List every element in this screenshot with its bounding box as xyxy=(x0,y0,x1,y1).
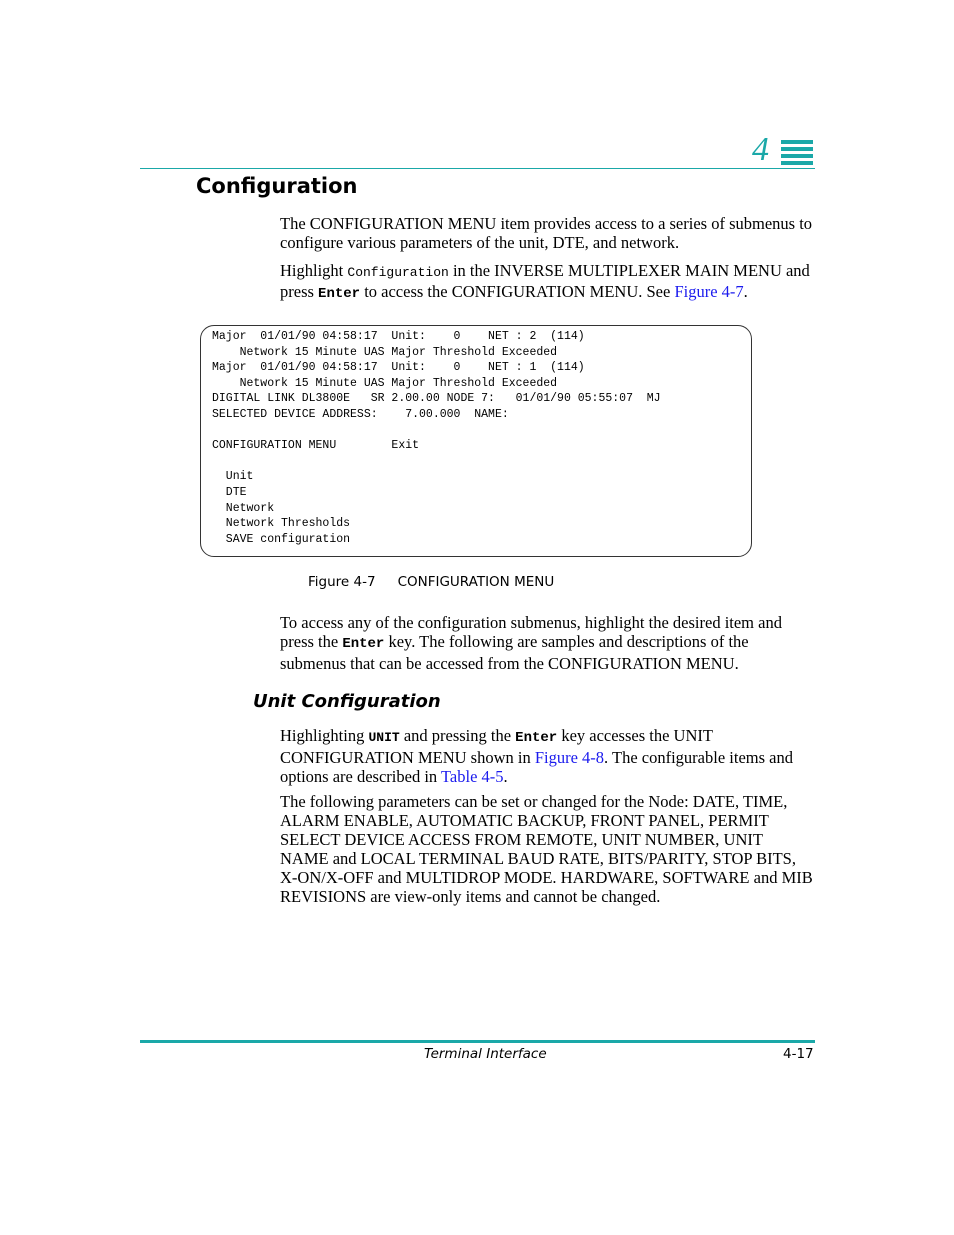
unit-text: key accesses the UNIT CONFIGURATION MENU shown in xyxy=(280,726,713,767)
screen-line: Major 01/01/90 04:58:17 Unit: 0 NET : 2 (114) xyxy=(212,330,585,343)
header-rule xyxy=(140,168,815,169)
screen-line: SAVE configuration xyxy=(212,532,351,546)
instruction-text: in the INVERSE MULTIPLEXER MAIN MENU and press xyxy=(280,261,810,301)
figure-title: CONFIGURATION MENU xyxy=(397,574,555,590)
chapter-number: 4 xyxy=(752,131,769,168)
footer-title: Terminal Interface xyxy=(424,1046,547,1062)
subsection-title: Unit Configuration xyxy=(253,691,441,712)
unit-text: and pressing the xyxy=(399,726,516,745)
instruction-text: . xyxy=(743,282,748,301)
page-number: 4-17 xyxy=(783,1046,814,1062)
footer-rule xyxy=(140,1040,815,1043)
instruction-text: Highlight xyxy=(280,261,348,280)
screen-line: DIGITAL LINK DL3800E SR 2.00.00 NODE 7: 01/01/90 05:55:07 MJ xyxy=(212,392,661,406)
unit-code: UNIT xyxy=(368,730,400,745)
chapter-bars-icon xyxy=(781,140,813,166)
screen-line: Network xyxy=(212,501,275,515)
unit-paragraph xyxy=(280,726,815,786)
screen-line: CONFIGURATION MENU Exit xyxy=(212,439,420,453)
section-title: Configuration xyxy=(196,174,358,198)
unit-text: . xyxy=(503,767,508,786)
screen-line: Network Thresholds xyxy=(212,517,351,531)
intro-paragraph: The CONFIGURATION MENU item provides access to a series of submenus to configure various parameters of the unit, DTE, and network. xyxy=(280,214,813,252)
unit-text: . The configurable items and options are described in xyxy=(280,748,793,786)
table-4-5-link[interactable]: Table 4-5 xyxy=(441,767,504,786)
screen-line: Major 01/01/90 04:58:17 Unit: 0 NET : 1 (114) xyxy=(212,361,585,375)
figure-4-7-link[interactable]: Figure 4-7 xyxy=(674,282,744,301)
enter-key: Enter xyxy=(342,636,385,652)
unit-text: Highlighting xyxy=(280,726,369,745)
access-text: key. The following are samples and descriptions of the submenus that can be accessed from the CONFIGURATION MENU. xyxy=(280,632,749,673)
instruction-paragraph xyxy=(280,261,815,304)
enter-key: Enter xyxy=(515,730,558,746)
screen-line: Unit xyxy=(212,470,254,484)
figure-4-8-link[interactable]: Figure 4-8 xyxy=(534,748,605,767)
screen-line: SELECTED DEVICE ADDRESS: 7.00.000 NAME: xyxy=(212,407,509,421)
configuration-code: Configuration xyxy=(347,265,449,280)
figure-caption xyxy=(308,574,554,590)
screen-line: Network 15 Minute UAS Major Threshold Exceeded xyxy=(212,345,558,359)
instruction-text: to access the CONFIGURATION MENU. See xyxy=(360,282,675,301)
access-paragraph xyxy=(280,613,815,673)
figure-label: Figure 4-7 xyxy=(308,574,376,590)
terminal-screen xyxy=(212,329,661,547)
screen-line: Network 15 Minute UAS Major Threshold Exceeded xyxy=(212,376,558,390)
access-text: To access any of the configuration submenus, highlight the desired item and press the xyxy=(280,613,782,651)
enter-key: Enter xyxy=(318,286,361,302)
screen-line: DTE xyxy=(212,485,247,499)
parameters-paragraph: The following parameters can be set or changed for the Node: DATE, TIME, ALARM ENABLE, AUTOMATIC BACKUP, FRONT PANEL, PERMIT SELECT DEVICE ACCESS FROM REMOTE, UNIT NUMBER, UNIT NAME and LOCAL TERMINAL BAUD RATE, BITS/PARITY, STOP BITS, X-ON/X-OFF and MULTIDROP MODE. HARDWARE, SOFTWARE and MIB REVISIONS are view-only items and cannot be changed. xyxy=(280,792,813,906)
